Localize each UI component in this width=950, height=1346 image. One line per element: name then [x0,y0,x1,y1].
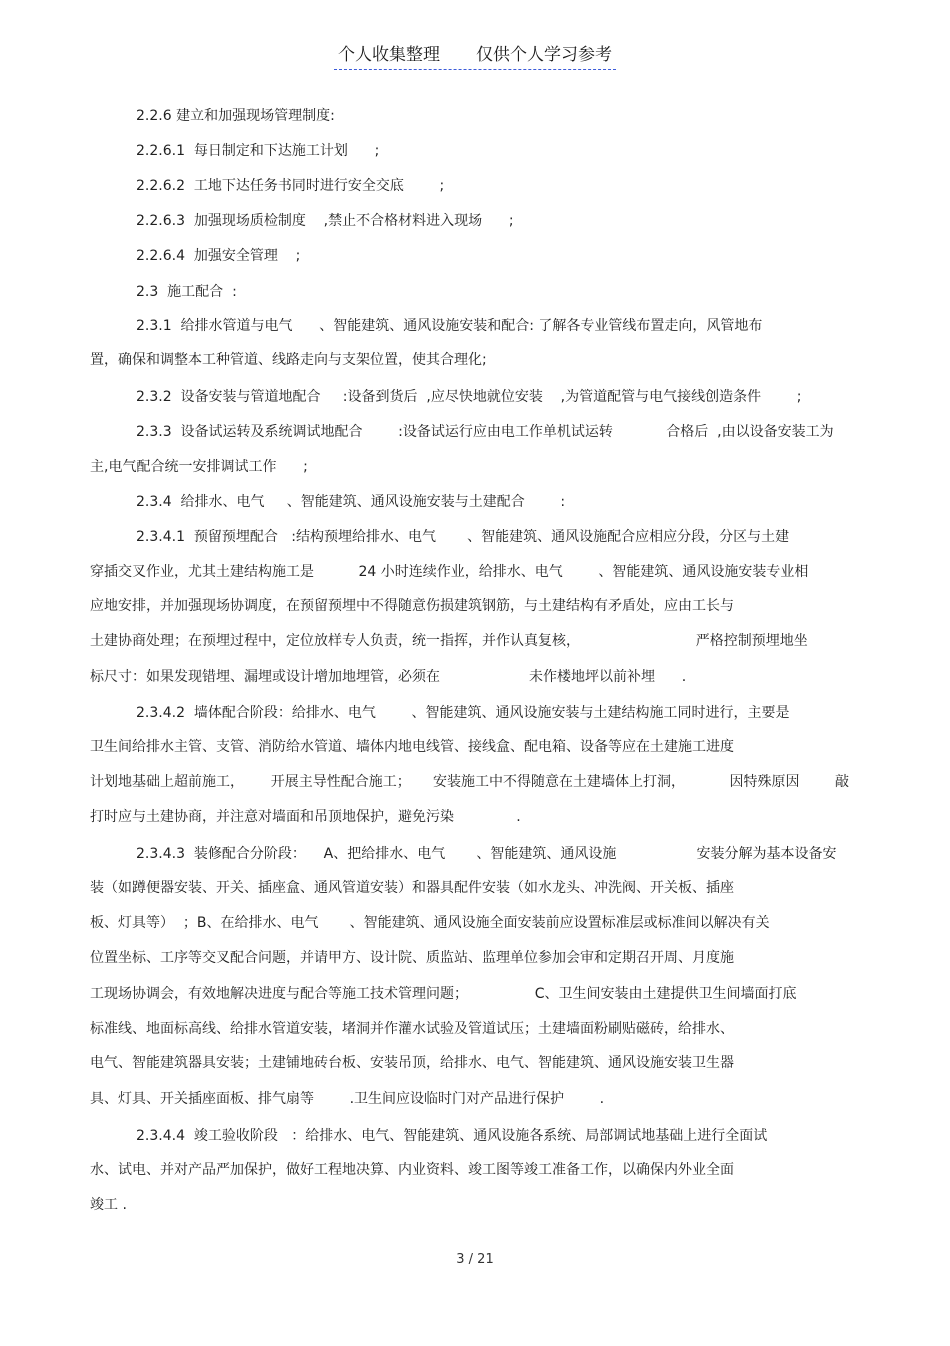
para-2-3-4-1-line-3: 应地安排，并加强现场协调度，在预留预埋中不得随意伤损建筑钢筋，与土建结构有矛盾处，应由工长与 [90,598,734,614]
item-2-2-6-2: 2.2.6.2 工地下达任务书同时进行安全交底 ; [136,178,445,194]
para-2-3-4-1-line-2: 穿插交叉作业，尤其土建结构施工是 24 小时连续作业，给排水、电气 、智能建筑、通风设施安装专业相 [90,564,809,580]
para-2-3-1-line-2: 置，确保和调整本工种管道、线路走向与支架位置，使其合理化; [90,352,487,368]
para-2-3-4-3-line-7: 电气、智能建筑器具安装；土建铺地砖台板、安装吊顶，给排水、电气、智能建筑、通风设施安装卫生器 [90,1055,734,1071]
para-2-3-4-3-line-6: 标准线、地面标高线、给排水管道安装，堵洞并作灌水试验及管道试压；土建墙面粉刷贴磁砖，给排水、 [90,1021,734,1037]
para-2-3-4-4-line-2: 水、试电、并对产品严加保护，做好工程地决算、内业资料、竣工图等竣工准备工作，以确保内外业全面 [90,1162,734,1178]
para-2-3-4-1-line-4: 土建协商处理；在预埋过程中，定位放样专人负责，统一指挥，并作认真复核， 严格控制预埋地坐 [90,633,808,649]
para-2-3-4-3-line-5: 工现场协调会，有效地解决进度与配合等施工技术管理问题； C、卫生间安装由土建提供卫生间墙面打底 [90,986,797,1002]
para-2-3-4-3-line-3: 板、灯具等） ；B、在给排水、电气 、智能建筑、通风设施全面安装前应设置标准层或标准间以解决有关 [90,915,770,931]
para-2-3-4-3-line-2: 装（如蹲便器安装、开关、插座盒、通风管道安装）和器具配件安装（如水龙头、冲洗阀、开关板、插座 [90,880,734,896]
para-2-3-4-3-line-8: 具、灯具、开关插座面板、排气扇等 .卫生间应设临时门对产品进行保护 . [90,1091,605,1107]
para-2-3-4-1-line-1: 2.3.4.1 预留预埋配合 :结构预埋给排水、电气 、智能建筑、通风设施配合应相应分段，分区与土建 [136,529,790,545]
page-header [0,40,950,70]
para-2-3-4-2-line-2: 卫生间给排水主管、支管、消防给水管道、墙体内地电线管、接线盒、配电箱、设备等应在土建施工进度 [90,739,734,755]
item-2-2-6-1: 2.2.6.1 每日制定和下达施工计划 ; [136,143,380,159]
para-2-3-4-1-line-5: 标尺寸：如果发现错埋、漏埋或设计增加地埋管，必须在 未作楼地坪以前补埋 . [90,669,687,685]
para-2-3-4-2-line-4: 打时应与土建协商，并注意对墙面和吊顶地保护，避免污染 . [90,809,521,825]
para-2-3-4-4-line-3: 竣工 . [90,1197,127,1213]
para-2-3-4-3-line-1: 2.3.4.3 装修配合分阶段： A、把给排水、电气 、智能建筑、通风设施 安装分解为基本设备安 [136,846,837,862]
heading-2-3-4: 2.3.4 给排水、电气 、智能建筑、通风设施安装与土建配合 : [136,494,566,510]
heading-2-3: 2.3 施工配合 : [136,284,237,300]
header-left-text: 个人收集整理 [338,45,440,65]
item-2-2-6-4: 2.2.6.4 加强安全管理 ; [136,248,301,264]
para-2-3-4-2-line-3: 计划地基础上超前施工， 开展主导性配合施工； 安装施工中不得随意在土建墙体上打洞， 因特殊原因 敲 [90,774,850,790]
para-2-3-4-4-line-1: 2.3.4.4 竣工验收阶段 ：给排水、电气、智能建筑、通风设施各系统、局部调试地基础上进行全面试 [136,1128,768,1144]
para-2-3-2: 2.3.2 设备安装与管道地配合 :设备到货后 ,应尽快地就位安装 ,为管道配管与电气接线创造条件 ; [136,389,802,405]
heading-2-2-6: 2.2.6 建立和加强现场管理制度: [136,108,335,124]
para-2-3-4-2-line-1: 2.3.4.2 墙体配合阶段：给排水、电气 、智能建筑、通风设施安装与土建结构施工同时进行，主要是 [136,705,790,721]
page-number: 3 / 21 [456,1252,494,1267]
item-2-2-6-3: 2.2.6.3 加强现场质检制度 ,禁止不合格材料进入现场 ; [136,213,514,229]
header-right-text: 仅供个人学习参考 [476,45,612,65]
para-2-3-3-line-1: 2.3.3 设备试运转及系统调试地配合 :设备试运行应由电工作单机试运转 合格后 ,由以设备安装工为 [136,424,834,440]
para-2-3-1-line-1: 2.3.1 给排水管道与电气 、智能建筑、通风设施安装和配合: 了解各专业管线布置走向，风管地布 [136,318,763,334]
para-2-3-3-line-2: 主,电气配合统一安排调试工作 ; [90,459,308,475]
para-2-3-4-3-line-4: 位置坐标、工序等交叉配合问题，并请甲方、设计院、质监站、监理单位参加会审和定期召开周、月度施 [90,950,734,966]
